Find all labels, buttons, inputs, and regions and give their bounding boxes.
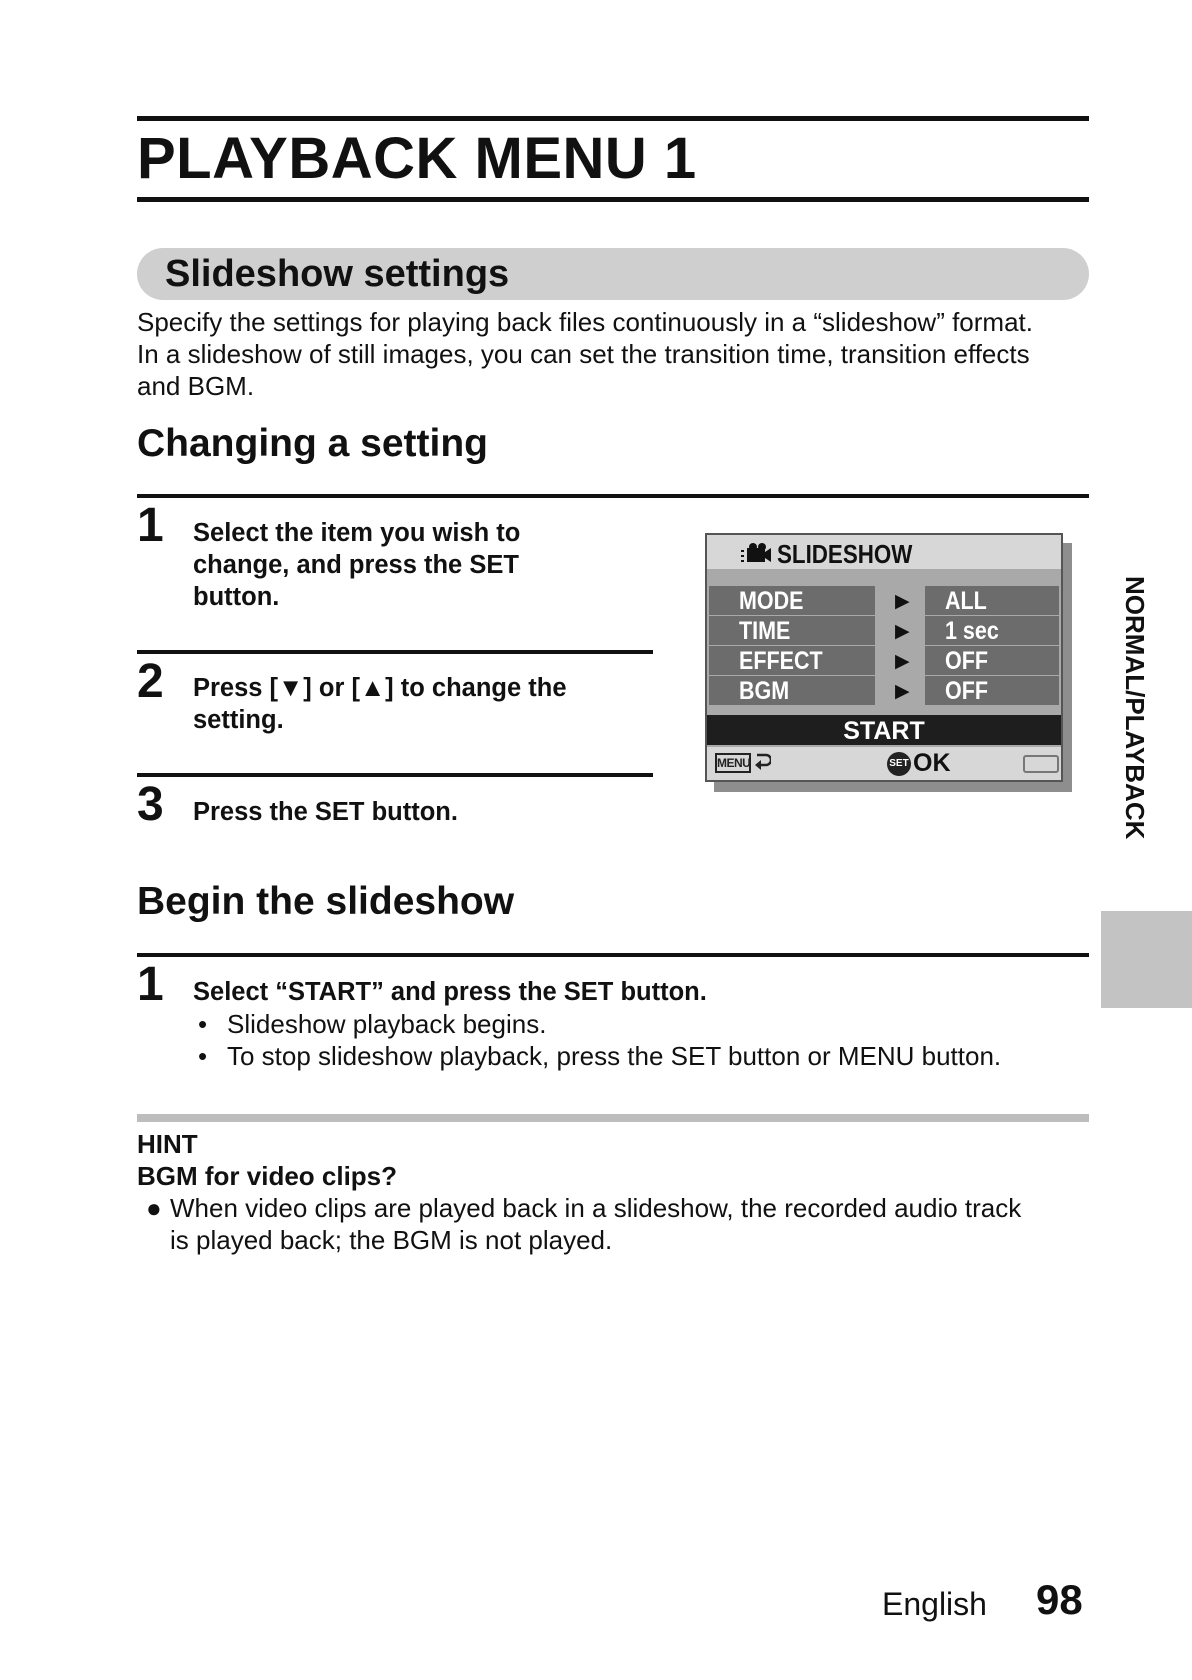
hint-text — [170, 1192, 1090, 1256]
row-value-box — [925, 646, 1059, 675]
intro-line: In a slideshow of still images, you can set the transition time, transition effects — [137, 339, 1030, 369]
arrow-right-icon: ▶ — [895, 651, 910, 672]
screen-footer — [707, 747, 1061, 780]
row-value: ALL — [945, 587, 987, 615]
step-rule — [137, 953, 1089, 957]
side-tab-marker — [1101, 911, 1192, 1008]
row-label-box — [709, 616, 875, 645]
step-2-text — [193, 672, 567, 736]
row-value-box — [925, 586, 1059, 615]
battery-icon — [1023, 755, 1059, 773]
row-value-box — [925, 676, 1059, 705]
side-tab-label: NORMAL/PLAYBACK — [1120, 576, 1150, 840]
hint-line: is played back; the BGM is not played. — [170, 1225, 613, 1255]
row-value: OFF — [945, 677, 988, 705]
slideshow-menu-screen — [705, 533, 1063, 782]
title-bottom-rule — [137, 197, 1089, 202]
row-label-box — [709, 676, 875, 705]
page-number: 98 — [1036, 1576, 1083, 1623]
step-line: button. — [193, 583, 280, 611]
return-arrow-icon — [755, 751, 771, 773]
row-value: 1 sec — [945, 617, 999, 645]
bullet-dot: • — [198, 1041, 208, 1071]
step-number: 3 — [137, 778, 164, 831]
bullet-dot: • — [198, 1009, 208, 1039]
row-label: EFFECT — [739, 647, 823, 675]
hint-line: When video clips are played back in a slideshow, the recorded audio track — [170, 1193, 1022, 1223]
step-rule — [137, 773, 653, 777]
row-label-box — [709, 646, 875, 675]
intro-line: and BGM. — [137, 371, 255, 401]
title-top-rule — [137, 116, 1089, 121]
step-3-text — [193, 796, 458, 828]
arrow-right-icon: ▶ — [895, 591, 910, 612]
arrow-right-icon: ▶ — [895, 681, 910, 702]
menu-row-effect[interactable] — [707, 646, 1061, 675]
menu-row-bgm[interactable] — [707, 676, 1061, 705]
bullet-item: Slideshow playback begins. — [227, 1009, 547, 1039]
page-title: PLAYBACK MENU 1 — [137, 126, 697, 191]
video-camera-icon — [741, 542, 771, 564]
step-number: 2 — [137, 655, 164, 708]
hint-rule — [137, 1114, 1089, 1122]
hint-label: HINT — [137, 1129, 198, 1159]
step-number: 1 — [137, 958, 164, 1011]
footer-language: English — [882, 1586, 987, 1622]
begin-step-text: Select “START” and press the SET button. — [193, 978, 707, 1006]
bullet-item: To stop slideshow playback, press the SET button or MENU button. — [227, 1041, 1002, 1071]
row-value: OFF — [945, 647, 988, 675]
set-icon: SET — [887, 752, 911, 776]
hint-bullet-dot: ● — [146, 1193, 162, 1223]
start-option[interactable] — [707, 715, 1061, 745]
arrow-right-icon: ▶ — [895, 621, 910, 642]
menu-row-mode[interactable] — [707, 586, 1061, 615]
side-tab — [1104, 576, 1164, 896]
menu-row-time[interactable] — [707, 616, 1061, 645]
hint-title: BGM for video clips? — [137, 1161, 398, 1191]
start-label: START — [843, 717, 925, 745]
row-value-box — [925, 616, 1059, 645]
step-line: Select the item you wish to — [193, 519, 521, 547]
section-title: Slideshow settings — [165, 253, 510, 295]
step-line: change, and press the SET — [193, 551, 519, 579]
row-label: BGM — [739, 677, 790, 705]
screen-header-label: SLIDESHOW — [777, 539, 913, 569]
begin-heading: Begin the slideshow — [137, 880, 515, 923]
step-rule — [137, 494, 1089, 498]
step-1-text — [193, 517, 520, 613]
intro-line: Specify the settings for playing back files continuously in a “slideshow” format. — [137, 307, 1033, 337]
intro-paragraph — [137, 306, 1089, 402]
row-label: MODE — [739, 587, 804, 615]
step-rule — [137, 650, 653, 654]
row-label-box — [709, 586, 875, 615]
step-line: Press the SET button. — [193, 798, 458, 826]
step-line: Press [▼] or [▲] to change the — [193, 674, 567, 702]
step-number: 1 — [137, 499, 164, 552]
changing-heading: Changing a setting — [137, 422, 488, 465]
screen-header — [707, 535, 1061, 569]
menu-icon: MENU — [715, 753, 751, 773]
row-label: TIME — [739, 617, 791, 645]
step-line: setting. — [193, 706, 284, 734]
ok-label: OK — [913, 749, 951, 777]
